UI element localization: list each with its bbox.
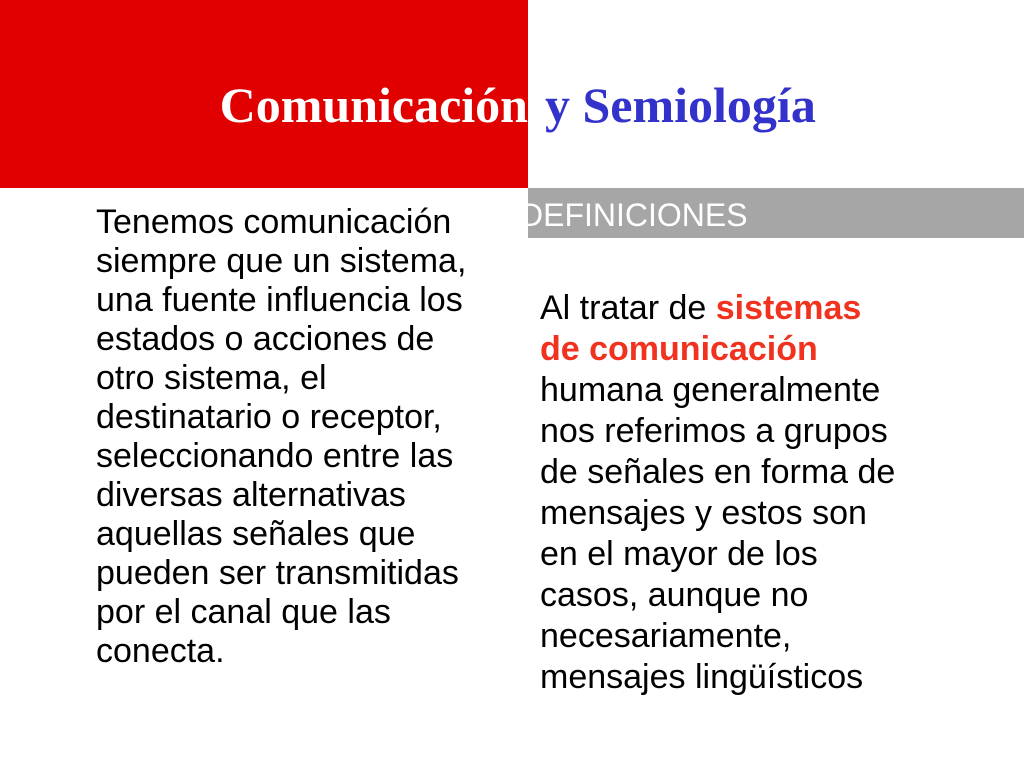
- text-line: nos referimos a grupos: [540, 412, 888, 450]
- lead-text: Al tratar de: [540, 289, 707, 327]
- highlighted-term: de comunicación: [540, 330, 818, 368]
- text-line: siempre que un sistema,: [96, 242, 467, 280]
- text-line: seleccionando entre las: [96, 437, 454, 475]
- text-line: una fuente influencia los: [96, 281, 463, 319]
- text-line: humana generalmente: [540, 371, 881, 409]
- text-line: mensajes y estos son: [540, 494, 867, 532]
- text-line: destinatario o receptor,: [96, 398, 442, 436]
- text-line: [540, 329, 895, 370]
- text-line: Tenemos comunicación: [96, 203, 452, 241]
- text-line: [540, 288, 895, 329]
- text-line: pueden ser transmitidas: [96, 554, 459, 592]
- left-text-block: [96, 203, 466, 671]
- text-line: conecta.: [96, 632, 225, 670]
- text-line: por el canal que las: [96, 593, 391, 631]
- text-line: de señales en forma de: [540, 453, 896, 491]
- slide-title-part2: y Semiología: [545, 77, 816, 133]
- text-line: en el mayor de los: [540, 535, 818, 573]
- text-line: mensajes lingüísticos: [540, 658, 864, 696]
- section-label: DEFINICIONES: [520, 197, 748, 233]
- text-line: diversas alternativas: [96, 476, 406, 514]
- right-text-block: [540, 288, 895, 698]
- text-line: casos, aunque no: [540, 576, 809, 614]
- highlighted-term: sistemas: [715, 289, 862, 327]
- text-line: estados o acciones de: [96, 320, 435, 358]
- text-line: necesariamente,: [540, 617, 792, 655]
- text-line: otro sistema, el: [96, 359, 327, 397]
- slide-title-part1: Comunicación: [219, 77, 528, 133]
- text-line: aquellas señales que: [96, 515, 416, 553]
